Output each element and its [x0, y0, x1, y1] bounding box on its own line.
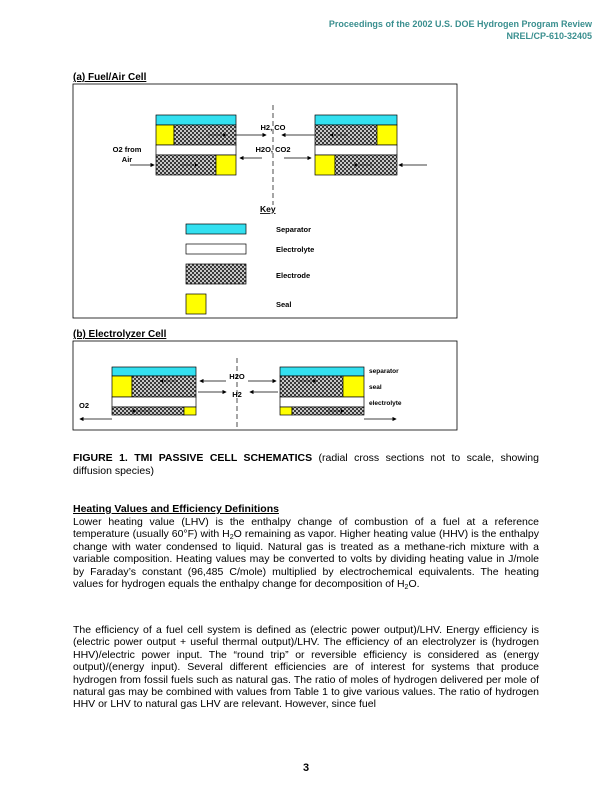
header-proceedings: Proceedings of the 2002 U.S. DOE Hydrogen Program Review	[328, 19, 592, 29]
seal-block	[280, 407, 292, 415]
label-o2-from: O2 from	[112, 145, 142, 154]
para1-text-b: O remaining as vapor. Higher heating value (HHV) is the enthalpy change with water condensed to liquid. Natural gas is treated as a methane-rich mixture with a variable composition. Heating values may be converted to volts by dividing heating value in J/mole by Faraday’s constant (96,485 C/mole) multiplied by electrochemical equivalents. The heating values for hydrogen equals the enthalpy change for decomposition of H	[73, 528, 539, 591]
electrode-block	[174, 125, 236, 145]
header-report-number: NREL/CP-610-32405	[506, 31, 592, 41]
seal-block	[377, 125, 397, 145]
key-separator-swatch	[186, 224, 246, 234]
label-h2oco2: H2O, CO2	[255, 145, 291, 154]
key-electrolyte-label: Electrolyte	[276, 245, 315, 254]
separator-bar	[156, 115, 236, 125]
caption-rest: (radial cross sections not to scale, showing diffusion species)	[73, 452, 539, 477]
seal-block	[112, 376, 132, 397]
label-separator: separator	[369, 368, 399, 375]
electrolyte-bar	[280, 397, 364, 407]
key-electrode-label: Electrode	[276, 271, 311, 280]
label-h2: H2	[232, 390, 242, 399]
electrolyte-bar	[156, 145, 236, 155]
key-electrolyte-swatch	[186, 244, 246, 254]
figure-a-frame	[73, 84, 457, 318]
label-seal: seal	[369, 384, 382, 391]
paragraph-heating-values	[73, 516, 539, 590]
label-electrolyte: electrolyte	[369, 400, 402, 407]
separator-bar	[280, 367, 364, 376]
seal-block	[343, 376, 364, 397]
para1-subscript-1: 2	[229, 534, 234, 542]
para1-subscript-2: 2	[404, 584, 409, 592]
seal-block	[216, 155, 236, 175]
key-separator-label: Separator	[276, 225, 312, 234]
figure-caption	[73, 452, 539, 478]
separator-bar	[315, 115, 397, 125]
figure-b-title: (b) Electrolyzer Cell	[73, 329, 167, 340]
para1-text-c: O.	[408, 578, 420, 591]
label-h2o: H2O	[229, 372, 245, 381]
seal-block	[315, 155, 335, 175]
electrolyte-bar	[315, 145, 397, 155]
electrolyte-bar	[112, 397, 196, 407]
seal-block	[156, 125, 174, 145]
label-air: Air	[121, 155, 133, 164]
label-o2: O2	[79, 401, 90, 410]
key-seal-swatch	[186, 294, 206, 314]
figure-a-title: (a) Fuel/Air Cell	[73, 72, 147, 83]
section-heading: Heating Values and Efficiency Definitions	[73, 503, 279, 515]
caption-bold: FIGURE 1. TMI PASSIVE CELL SCHEMATICS	[73, 452, 313, 464]
electrode-block	[132, 376, 196, 397]
key-electrode-swatch	[186, 264, 246, 284]
separator-bar	[112, 367, 196, 376]
page-number: 3	[302, 762, 310, 774]
para1-text-a: Lower heating value (LHV) is the enthalpy change of combustion of a fuel at a reference temperature (usually 60°F) with H	[73, 516, 539, 541]
paragraph-efficiency: The efficiency of a fuel cell system is defined as (electric power output)/LHV. Energy efficiency is (electric power output + useful thermal output)/LHV. The efficiency of an electrolyzer is (hydrogen HHV)/electric power input. The “round trip” or reversible efficiency is considered as (energy output)/(energy input). Several different efficiencies are of interest for systems that produce hydrogen from fossil fuels such as natural gas. The ratio of moles of hydrogen delivered per mole of natural gas may be combined with values from Table 1 to give various values. The ratio of hydrogen HHV or LHV to natural gas LHV are relevant. However, since fuel	[73, 624, 539, 711]
label-h2co: H2, CO	[260, 123, 286, 132]
key-seal-label: Seal	[276, 300, 292, 309]
key-title: Key	[260, 204, 276, 214]
seal-block	[184, 407, 196, 415]
electrode-block	[280, 376, 343, 397]
